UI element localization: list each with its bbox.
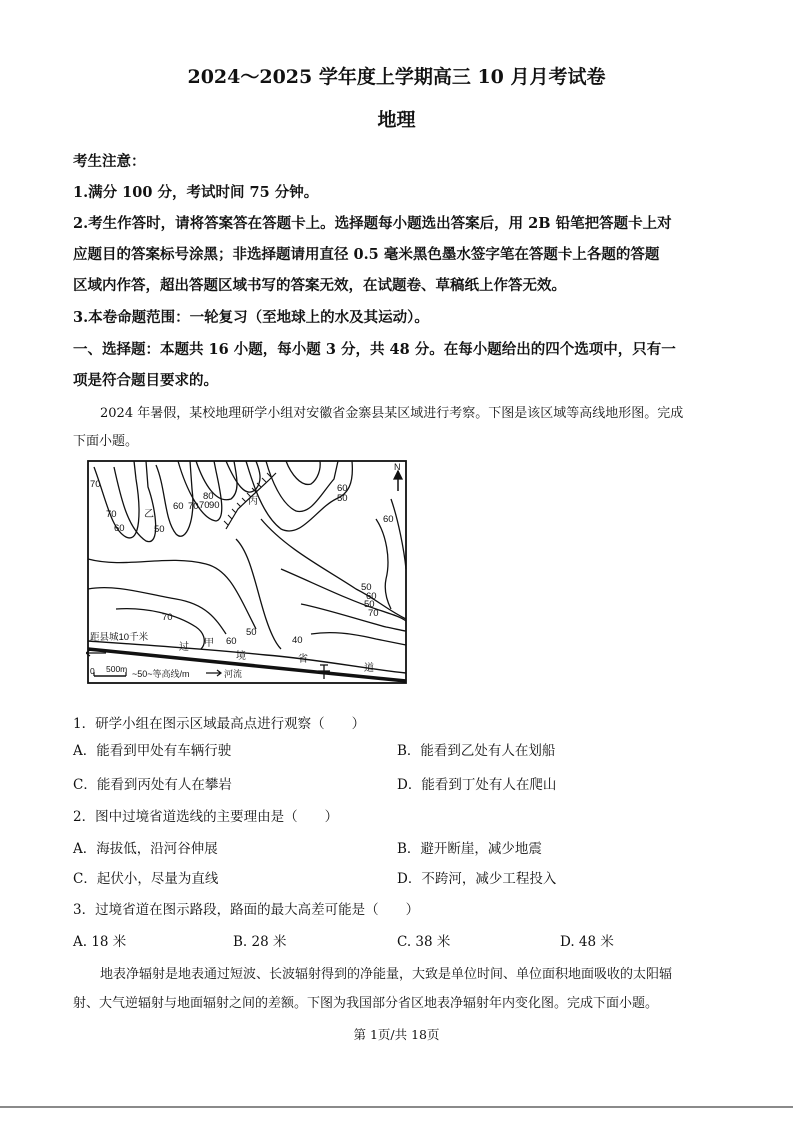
- contour-label: 60: [226, 636, 237, 647]
- contour-label: 70: [162, 612, 173, 623]
- contour-label: 60: [366, 591, 377, 602]
- contour-label: 80: [203, 491, 214, 502]
- contour-label: 70: [199, 500, 210, 511]
- contour-label: 50: [361, 582, 372, 593]
- question-1-stem: 1．研学小组在图示区域最高点进行观察（ ）: [73, 716, 366, 732]
- question-3-stem: 3．过境省道在图示路段，路面的最大高差可能是（ ）: [73, 902, 420, 918]
- distance-label: 距县城10千米: [90, 632, 149, 643]
- contour-label: 70: [106, 509, 117, 520]
- section-heading-line-2: 项是符合题目要求的。: [73, 372, 218, 389]
- exam-title: 2024～2025 学年度上学期高三 10 月月考试卷: [187, 66, 606, 88]
- question-3-option-b[interactable]: B. 28 米: [233, 934, 287, 950]
- contour-label: 50: [246, 627, 257, 638]
- contour-label: 60: [114, 523, 125, 534]
- passage-1-line-1: 2024 年暑假，某校地理研学小组对安徽省金寨县某区域进行考察。下图是该区域等高线地形图。完成: [100, 406, 684, 421]
- passage-1-line-2: 下面小题。: [73, 434, 139, 449]
- contour-label: 70: [188, 501, 199, 512]
- map-frame: [88, 461, 406, 683]
- contour-label: 70: [90, 479, 101, 490]
- passage-2-line-2: 射、大气逆辐射与地面辐射之间的差额。下图为我国部分省区地表净辐射年内变化图。完成下面小题。: [73, 996, 659, 1011]
- question-3-option-d[interactable]: D. 48 米: [560, 934, 614, 950]
- road-label-guo: 过: [179, 642, 189, 653]
- bottom-divider: [0, 1106, 793, 1108]
- passage-2-line-1: 地表净辐射是地表通过短波、长波辐射得到的净能量，大致是单位时间、单位面积地面吸收的太阳辐: [100, 967, 673, 982]
- section-heading-line-1: 一、选择题：本题共 16 小题，每小题 3 分，共 48 分。在每小题给出的四个选项中，只有一: [73, 341, 676, 358]
- question-1-option-d[interactable]: D．能看到丁处有人在爬山: [397, 777, 557, 793]
- notice-item-2-line-2: 应题目的答案标号涂黑；非选择题请用直径 0.5 毫米黑色墨水签字笔在答题卡上各题的答题: [73, 246, 660, 263]
- place-label-jia: 甲: [204, 638, 214, 649]
- legend-river: 河流: [224, 669, 243, 679]
- notice-item-3: 3.本卷命题范围：一轮复习（至地球上的水及其运动）。: [73, 309, 429, 326]
- place-label-yi: 乙: [144, 509, 154, 520]
- north-label: N: [394, 462, 401, 472]
- legend-contour: ~50~等高线/m: [132, 669, 190, 679]
- notice-heading: 考生注意：: [73, 153, 146, 170]
- contour-label: 60: [383, 514, 394, 525]
- contour-map: [86, 459, 410, 687]
- question-2-option-a[interactable]: A．海拔低，沿河谷伸展: [73, 841, 218, 857]
- road-label-jing: 境: [236, 651, 246, 662]
- notice-item-1: 1.满分 100 分，考试时间 75 分钟。: [73, 184, 319, 201]
- road-label-dao: 道: [364, 663, 374, 674]
- contour-label: 50: [337, 493, 348, 504]
- question-1-option-a[interactable]: A．能看到甲处有车辆行驶: [73, 743, 232, 759]
- subject-title: 地理: [377, 109, 416, 131]
- place-label-bing: 丙: [248, 496, 258, 507]
- question-2-option-c[interactable]: C．起伏小，尽量为直线: [73, 871, 219, 887]
- question-3-option-a[interactable]: A. 18 米: [73, 934, 127, 950]
- legend-scale-zero: 0: [90, 666, 95, 676]
- question-2-stem: 2．图中过境省道选线的主要理由是（ ）: [73, 809, 339, 825]
- notice-item-2-line-1: 2.考生作答时，请将答案答在答题卡上。选择题每小题选出答案后，用 2B 铅笔把答题卡上对: [73, 215, 672, 232]
- contour-label: 70: [368, 608, 379, 619]
- question-3-option-c[interactable]: C. 38 米: [397, 934, 451, 950]
- contour-label: 50: [364, 599, 375, 610]
- question-2-option-b[interactable]: B．避开断崖，减少地震: [397, 841, 542, 857]
- question-2-option-d[interactable]: D．不跨河，减少工程投入: [397, 871, 557, 887]
- contour-label: 50: [154, 524, 165, 535]
- question-1-option-c[interactable]: C．能看到丙处有人在攀岩: [73, 777, 232, 793]
- contour-label: 60: [337, 483, 348, 494]
- contour-label: 40: [292, 635, 303, 646]
- question-1-option-b[interactable]: B．能看到乙处有人在划船: [397, 743, 556, 759]
- page-footer: 第 1页/共 18页: [353, 1027, 440, 1042]
- notice-item-2-line-3: 区域内作答，超出答题区域书写的答案无效，在试题卷、草稿纸上作答无效。: [73, 277, 566, 294]
- legend-scale-end: 500m: [106, 664, 128, 674]
- contour-label: 90: [209, 500, 220, 511]
- contour-label: 60: [173, 501, 184, 512]
- road-label-sheng: 省: [298, 654, 308, 665]
